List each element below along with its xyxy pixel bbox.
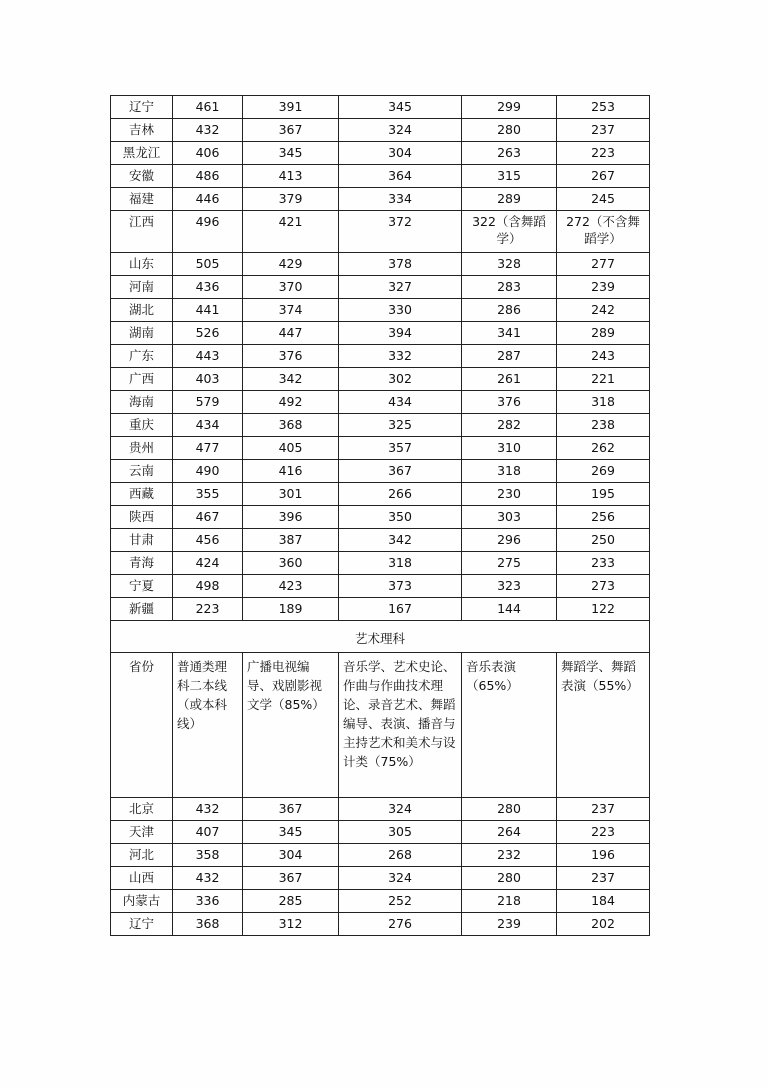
score-cell: 296 bbox=[462, 529, 557, 552]
score-cell: 461 bbox=[173, 96, 243, 119]
table-row bbox=[111, 391, 650, 414]
table-row bbox=[111, 211, 650, 253]
score-cell: 374 bbox=[243, 299, 339, 322]
score-cell: 373 bbox=[339, 575, 462, 598]
score-cell: 243 bbox=[557, 345, 650, 368]
table-row bbox=[111, 322, 650, 345]
table-row bbox=[111, 276, 650, 299]
table-row bbox=[111, 142, 650, 165]
score-cell: 579 bbox=[173, 391, 243, 414]
score-cell: 272（不含舞蹈学） bbox=[557, 211, 650, 253]
score-cell: 443 bbox=[173, 345, 243, 368]
score-cell: 285 bbox=[243, 890, 339, 913]
province-cell: 湖北 bbox=[111, 299, 173, 322]
province-cell: 新疆 bbox=[111, 598, 173, 621]
score-cell: 526 bbox=[173, 322, 243, 345]
score-cell: 230 bbox=[462, 483, 557, 506]
table-row bbox=[111, 890, 650, 913]
score-cell: 189 bbox=[243, 598, 339, 621]
table-row bbox=[111, 414, 650, 437]
score-cell: 318 bbox=[557, 391, 650, 414]
score-cell: 239 bbox=[462, 913, 557, 936]
score-cell: 312 bbox=[243, 913, 339, 936]
score-cell: 256 bbox=[557, 506, 650, 529]
province-cell: 西藏 bbox=[111, 483, 173, 506]
province-cell: 青海 bbox=[111, 552, 173, 575]
score-cell: 266 bbox=[339, 483, 462, 506]
score-cell: 434 bbox=[173, 414, 243, 437]
score-cell: 238 bbox=[557, 414, 650, 437]
province-cell: 山东 bbox=[111, 253, 173, 276]
score-cell: 202 bbox=[557, 913, 650, 936]
table-row bbox=[111, 119, 650, 142]
score-cell: 269 bbox=[557, 460, 650, 483]
score-cell: 447 bbox=[243, 322, 339, 345]
score-cell: 355 bbox=[173, 483, 243, 506]
table-row bbox=[111, 913, 650, 936]
score-cell: 336 bbox=[173, 890, 243, 913]
score-cell: 196 bbox=[557, 844, 650, 867]
score-cell: 318 bbox=[462, 460, 557, 483]
score-cell: 287 bbox=[462, 345, 557, 368]
score-cell: 345 bbox=[243, 142, 339, 165]
score-cell: 490 bbox=[173, 460, 243, 483]
score-cell: 304 bbox=[339, 142, 462, 165]
table-row bbox=[111, 867, 650, 890]
score-cell: 432 bbox=[173, 798, 243, 821]
score-cell: 396 bbox=[243, 506, 339, 529]
table-row bbox=[111, 460, 650, 483]
score-cell: 264 bbox=[462, 821, 557, 844]
score-cell: 267 bbox=[557, 165, 650, 188]
table-row bbox=[111, 506, 650, 529]
table-row bbox=[111, 437, 650, 460]
score-cell: 245 bbox=[557, 188, 650, 211]
table-row bbox=[111, 299, 650, 322]
score-table bbox=[110, 95, 650, 936]
score-cell: 184 bbox=[557, 890, 650, 913]
score-cell: 434 bbox=[339, 391, 462, 414]
score-cell: 492 bbox=[243, 391, 339, 414]
header-col5: 舞蹈学、舞蹈表演（55%） bbox=[557, 653, 650, 798]
score-cell: 323 bbox=[462, 575, 557, 598]
table-row bbox=[111, 253, 650, 276]
score-cell: 360 bbox=[243, 552, 339, 575]
score-cell: 421 bbox=[243, 211, 339, 253]
score-cell: 310 bbox=[462, 437, 557, 460]
score-cell: 406 bbox=[173, 142, 243, 165]
province-cell: 福建 bbox=[111, 188, 173, 211]
score-cell: 253 bbox=[557, 96, 650, 119]
province-cell: 海南 bbox=[111, 391, 173, 414]
header-col2: 广播电视编导、戏剧影视文学（85%） bbox=[243, 653, 339, 798]
table-body-bottom bbox=[111, 798, 650, 936]
score-cell: 286 bbox=[462, 299, 557, 322]
score-cell: 304 bbox=[243, 844, 339, 867]
score-cell: 432 bbox=[173, 119, 243, 142]
score-cell: 242 bbox=[557, 299, 650, 322]
score-cell: 302 bbox=[339, 368, 462, 391]
score-cell: 325 bbox=[339, 414, 462, 437]
province-cell: 北京 bbox=[111, 798, 173, 821]
score-cell: 318 bbox=[339, 552, 462, 575]
score-cell: 405 bbox=[243, 437, 339, 460]
score-cell: 467 bbox=[173, 506, 243, 529]
score-cell: 301 bbox=[243, 483, 339, 506]
score-cell: 263 bbox=[462, 142, 557, 165]
score-cell: 342 bbox=[339, 529, 462, 552]
score-cell: 195 bbox=[557, 483, 650, 506]
score-cell: 167 bbox=[339, 598, 462, 621]
score-cell: 367 bbox=[243, 119, 339, 142]
score-cell: 221 bbox=[557, 368, 650, 391]
score-cell: 262 bbox=[557, 437, 650, 460]
table-row bbox=[111, 188, 650, 211]
score-cell: 268 bbox=[339, 844, 462, 867]
score-cell: 237 bbox=[557, 119, 650, 142]
province-cell: 河北 bbox=[111, 844, 173, 867]
province-cell: 吉林 bbox=[111, 119, 173, 142]
score-cell: 239 bbox=[557, 276, 650, 299]
province-cell: 江西 bbox=[111, 211, 173, 253]
score-cell: 407 bbox=[173, 821, 243, 844]
score-cell: 324 bbox=[339, 867, 462, 890]
province-cell: 天津 bbox=[111, 821, 173, 844]
section-title: 艺术理科 bbox=[111, 621, 650, 653]
score-cell: 261 bbox=[462, 368, 557, 391]
score-cell: 277 bbox=[557, 253, 650, 276]
score-cell: 364 bbox=[339, 165, 462, 188]
score-cell: 379 bbox=[243, 188, 339, 211]
score-cell: 424 bbox=[173, 552, 243, 575]
score-cell: 367 bbox=[243, 867, 339, 890]
header-province: 省份 bbox=[111, 653, 173, 798]
score-cell: 280 bbox=[462, 867, 557, 890]
province-cell: 云南 bbox=[111, 460, 173, 483]
score-cell: 322（含舞蹈学） bbox=[462, 211, 557, 253]
score-cell: 327 bbox=[339, 276, 462, 299]
table-row bbox=[111, 821, 650, 844]
score-cell: 391 bbox=[243, 96, 339, 119]
table-section bbox=[111, 621, 650, 798]
score-cell: 477 bbox=[173, 437, 243, 460]
header-row bbox=[111, 653, 650, 798]
score-cell: 345 bbox=[339, 96, 462, 119]
score-cell: 413 bbox=[243, 165, 339, 188]
score-cell: 357 bbox=[339, 437, 462, 460]
score-cell: 303 bbox=[462, 506, 557, 529]
header-col3: 音乐学、艺术史论、作曲与作曲技术理论、录音艺术、舞蹈编导、表演、播音与主持艺术和美术与设计类（75%） bbox=[339, 653, 462, 798]
score-cell: 456 bbox=[173, 529, 243, 552]
province-cell: 内蒙古 bbox=[111, 890, 173, 913]
province-cell: 湖南 bbox=[111, 322, 173, 345]
score-cell: 289 bbox=[462, 188, 557, 211]
score-cell: 498 bbox=[173, 575, 243, 598]
score-cell: 237 bbox=[557, 867, 650, 890]
header-col4: 音乐表演（65%） bbox=[462, 653, 557, 798]
province-cell: 安徽 bbox=[111, 165, 173, 188]
score-cell: 324 bbox=[339, 798, 462, 821]
score-cell: 436 bbox=[173, 276, 243, 299]
score-cell: 218 bbox=[462, 890, 557, 913]
score-cell: 280 bbox=[462, 119, 557, 142]
score-cell: 370 bbox=[243, 276, 339, 299]
province-cell: 广东 bbox=[111, 345, 173, 368]
score-cell: 276 bbox=[339, 913, 462, 936]
score-cell: 358 bbox=[173, 844, 243, 867]
score-cell: 324 bbox=[339, 119, 462, 142]
table-row bbox=[111, 345, 650, 368]
score-cell: 273 bbox=[557, 575, 650, 598]
province-cell: 广西 bbox=[111, 368, 173, 391]
score-cell: 367 bbox=[243, 798, 339, 821]
province-cell: 宁夏 bbox=[111, 575, 173, 598]
score-cell: 328 bbox=[462, 253, 557, 276]
province-cell: 辽宁 bbox=[111, 913, 173, 936]
score-cell: 403 bbox=[173, 368, 243, 391]
score-cell: 334 bbox=[339, 188, 462, 211]
table-row bbox=[111, 575, 650, 598]
table-row bbox=[111, 598, 650, 621]
province-cell: 甘肃 bbox=[111, 529, 173, 552]
score-cell: 505 bbox=[173, 253, 243, 276]
score-cell: 429 bbox=[243, 253, 339, 276]
table-row bbox=[111, 368, 650, 391]
score-cell: 416 bbox=[243, 460, 339, 483]
score-cell: 387 bbox=[243, 529, 339, 552]
score-cell: 378 bbox=[339, 253, 462, 276]
score-cell: 223 bbox=[557, 142, 650, 165]
score-cell: 233 bbox=[557, 552, 650, 575]
province-cell: 重庆 bbox=[111, 414, 173, 437]
score-cell: 252 bbox=[339, 890, 462, 913]
score-cell: 486 bbox=[173, 165, 243, 188]
province-cell: 山西 bbox=[111, 867, 173, 890]
score-cell: 394 bbox=[339, 322, 462, 345]
table-row bbox=[111, 529, 650, 552]
table-row bbox=[111, 798, 650, 821]
score-cell: 237 bbox=[557, 798, 650, 821]
table-row bbox=[111, 96, 650, 119]
score-cell: 332 bbox=[339, 345, 462, 368]
score-cell: 368 bbox=[243, 414, 339, 437]
score-cell: 232 bbox=[462, 844, 557, 867]
table-row bbox=[111, 483, 650, 506]
score-cell: 330 bbox=[339, 299, 462, 322]
score-cell: 496 bbox=[173, 211, 243, 253]
score-cell: 223 bbox=[557, 821, 650, 844]
score-cell: 223 bbox=[173, 598, 243, 621]
score-cell: 341 bbox=[462, 322, 557, 345]
score-cell: 122 bbox=[557, 598, 650, 621]
score-cell: 345 bbox=[243, 821, 339, 844]
score-cell: 342 bbox=[243, 368, 339, 391]
table-body-top bbox=[111, 96, 650, 621]
score-cell: 283 bbox=[462, 276, 557, 299]
score-cell: 376 bbox=[243, 345, 339, 368]
table-row bbox=[111, 552, 650, 575]
score-cell: 282 bbox=[462, 414, 557, 437]
score-cell: 289 bbox=[557, 322, 650, 345]
score-cell: 315 bbox=[462, 165, 557, 188]
score-cell: 275 bbox=[462, 552, 557, 575]
province-cell: 河南 bbox=[111, 276, 173, 299]
section-row bbox=[111, 621, 650, 653]
province-cell: 陕西 bbox=[111, 506, 173, 529]
province-cell: 黑龙江 bbox=[111, 142, 173, 165]
score-cell: 376 bbox=[462, 391, 557, 414]
score-cell: 350 bbox=[339, 506, 462, 529]
score-cell: 368 bbox=[173, 913, 243, 936]
score-cell: 144 bbox=[462, 598, 557, 621]
score-cell: 372 bbox=[339, 211, 462, 253]
score-cell: 432 bbox=[173, 867, 243, 890]
score-cell: 299 bbox=[462, 96, 557, 119]
score-cell: 280 bbox=[462, 798, 557, 821]
score-cell: 305 bbox=[339, 821, 462, 844]
province-cell: 辽宁 bbox=[111, 96, 173, 119]
score-cell: 441 bbox=[173, 299, 243, 322]
table-row bbox=[111, 844, 650, 867]
score-cell: 423 bbox=[243, 575, 339, 598]
score-cell: 446 bbox=[173, 188, 243, 211]
header-col1: 普通类理科二本线（或本科线） bbox=[173, 653, 243, 798]
table-row bbox=[111, 165, 650, 188]
score-cell: 250 bbox=[557, 529, 650, 552]
province-cell: 贵州 bbox=[111, 437, 173, 460]
score-cell: 367 bbox=[339, 460, 462, 483]
